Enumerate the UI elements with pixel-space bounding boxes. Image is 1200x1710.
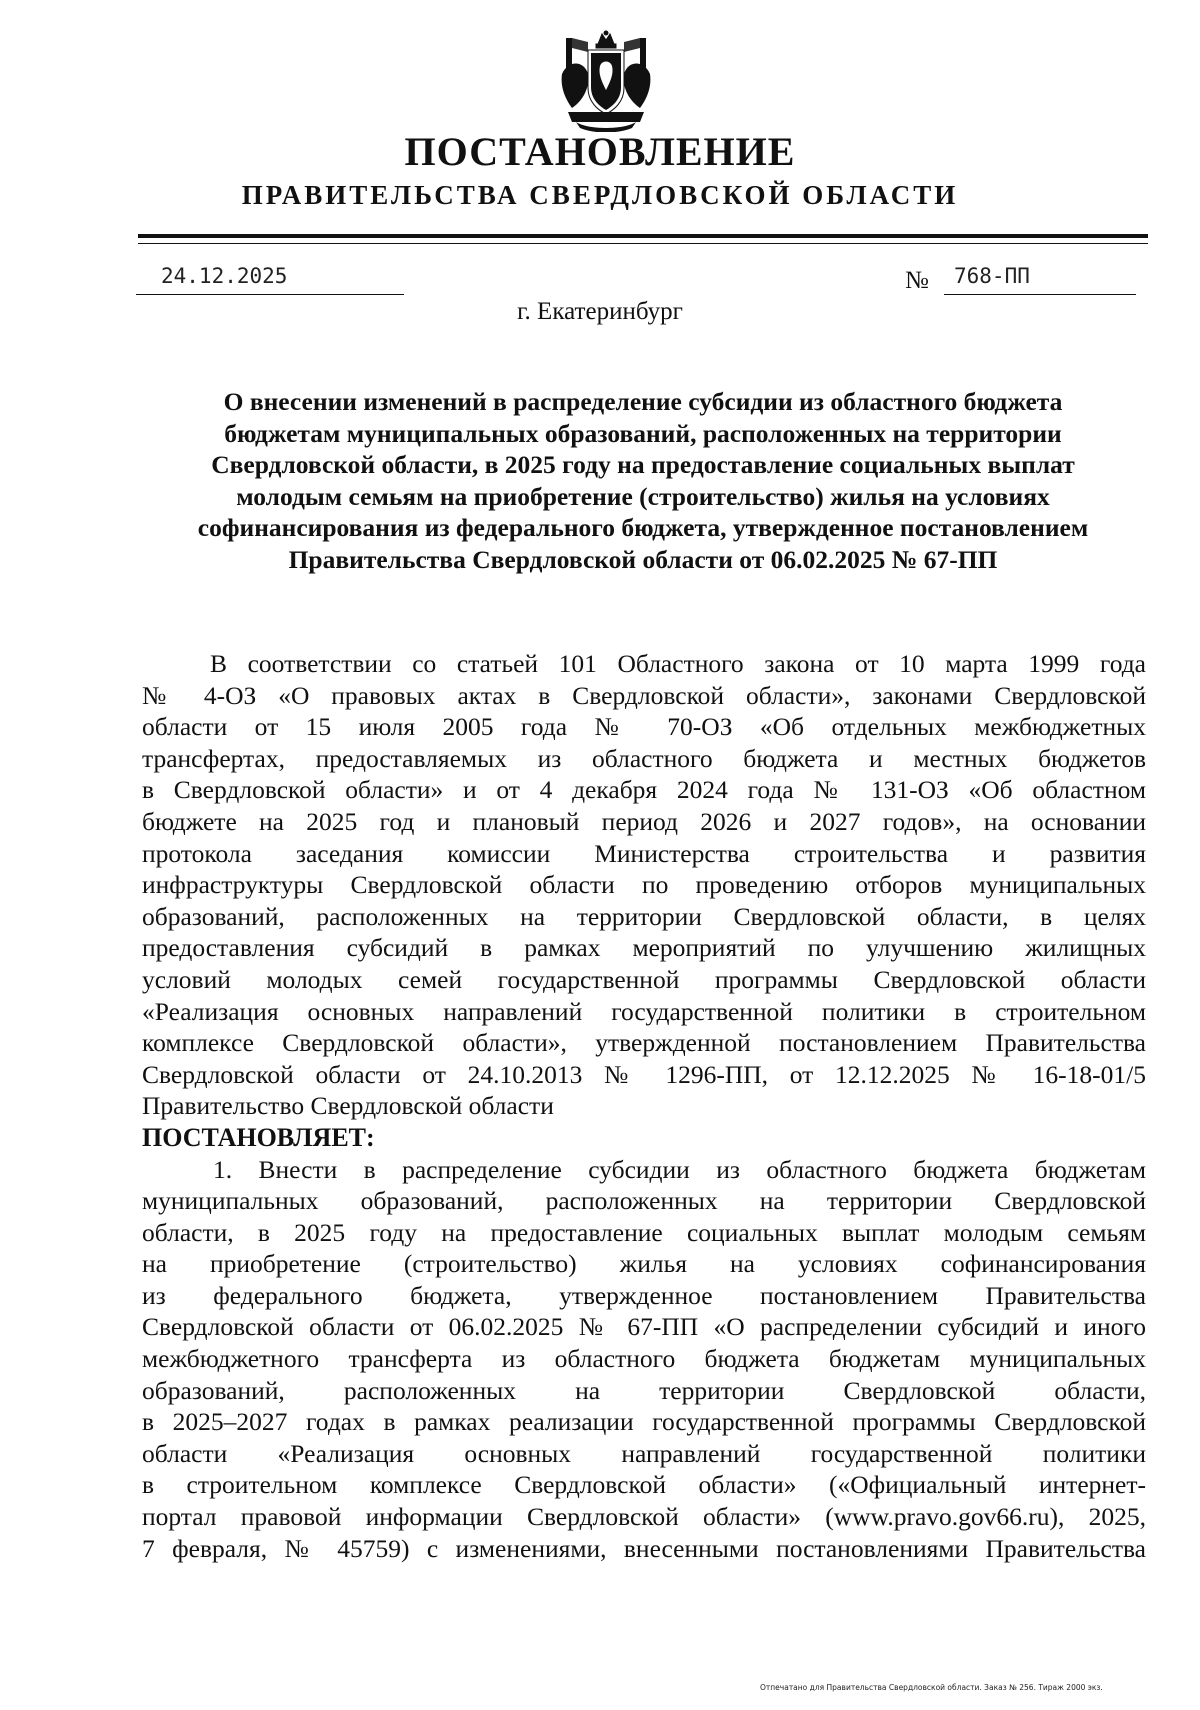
heading-line: бюджетам муниципальных образований, расположенных на территории [224,418,1062,448]
body-line: «Реализация основных направлений государственной политики в строительном [142,996,1146,1026]
heading-line: софинансирования из федерального бюджета, утвержденное постановлением [197,513,1089,542]
resolves-heading: ПОСТАНОВЛЯЕТ: [142,1122,375,1152]
body-line: образований, расположенных на территории Свердловской области, [142,1375,1146,1405]
body-line: межбюджетного трансферта из областного бюджета бюджетам муниципальных [142,1344,1146,1374]
document-city: г. Екатеринбург [517,298,683,325]
body-line: области «Реализация основных направлений государственной политики [142,1438,1146,1468]
number-sign: № [905,267,929,294]
heading-line: молодым семьям на приобретение (строительство) жилья на условиях [236,481,1050,511]
body-line: бюджете на 2025 год и плановый период 2026 и 2027 годов», на основании [142,806,1146,836]
heading-line: Правительства Свердловской области от 06.02.2025 № 67-ПП [288,544,998,574]
document-title: ПОСТАНОВЛЕНИЕ [404,129,796,174]
body-line: области, в 2025 году на предоставление социальных выплат молодым семьям [142,1217,1146,1247]
document-date: 24.12.2025 [161,264,288,288]
body-line: образований, расположенных на территории Свердловской области, в целях [142,901,1146,931]
body-line: протокола заседания комиссии Министерства строительства и развития [142,838,1146,868]
body-line: области от 15 июля 2005 года № 70-ОЗ «Об отдельных межбюджетных [142,712,1146,742]
body-line: Правительство Свердловской области [142,1091,554,1121]
document-number-field [944,264,1136,295]
header-rule-thick [138,234,1148,238]
body-line: инфраструктуры Свердловской области по проведению отборов муниципальных [142,870,1146,900]
body-line: из федерального бюджета, утвержденное постановлением Правительства [142,1280,1146,1310]
body-line: на приобретение (строительство) жилья на условиях софинансирования [142,1249,1146,1279]
body-line: портал правовой информации Свердловской области» (www.pravo.gov66.ru), 2025, [142,1502,1146,1532]
body-line: трансфертах, предоставляемых из областного бюджета и местных бюджетов [142,743,1146,773]
document-heading [138,386,1148,575]
document-issuer: ПРАВИТЕЛЬСТВА СВЕРДЛОВСКОЙ ОБЛАСТИ [241,180,959,210]
body-line: В соответствии со статьей 101 Областного закона от 10 марта 1999 года [210,649,1146,678]
body-line: в строительном комплексе Свердловской области» («Официальный интернет- [142,1470,1146,1500]
body-line: муниципальных образований, расположенных на территории Свердловской [142,1186,1146,1216]
heading-line: О внесении изменений в распределение субсидии из областного бюджета [223,387,1063,416]
print-footer-note: Отпечатано для Правительства Свердловской области. Заказ № 256. Тираж 2000 экз. [760,1683,1103,1692]
heading-line: Свердловской области, в 2025 году на предоставление социальных выплат [211,450,1075,479]
body-line: комплексе Свердловской области», утвержденной постановлением Правительства [142,1028,1146,1058]
document-body [142,648,1146,1564]
document-number: 768-ПП [954,264,1030,288]
body-line: № 4-ОЗ «О правовых актах в Свердловской области», законами Свердловской [142,680,1146,710]
body-line: условий молодых семей государственной программы Свердловской области [142,964,1146,994]
body-line: Свердловской области от 06.02.2025 № 67-ПП «О распределении субсидий и иного [142,1312,1146,1342]
coat-of-arms-emblem [558,30,654,132]
body-line: предоставления субсидий в рамках мероприятий по улучшению жилищных [142,933,1146,963]
body-line: 7 февраля, № 45759) с изменениями, внесенными постановлениями Правительства [142,1533,1146,1563]
document-date-field [136,264,404,295]
header-rule-thin [138,243,1148,244]
body-line: Свердловской области от 24.10.2013 № 1296-ПП, от 12.12.2025 № 16-18-01/5 [142,1059,1146,1089]
body-line: 1. Внести в распределение субсидии из областного бюджета бюджетам [213,1154,1146,1184]
body-line: в Свердловской области» и от 4 декабря 2024 года № 131-ОЗ «Об областном [142,775,1146,805]
body-line: в 2025–2027 годах в рамках реализации государственной программы Свердловской [142,1407,1146,1437]
